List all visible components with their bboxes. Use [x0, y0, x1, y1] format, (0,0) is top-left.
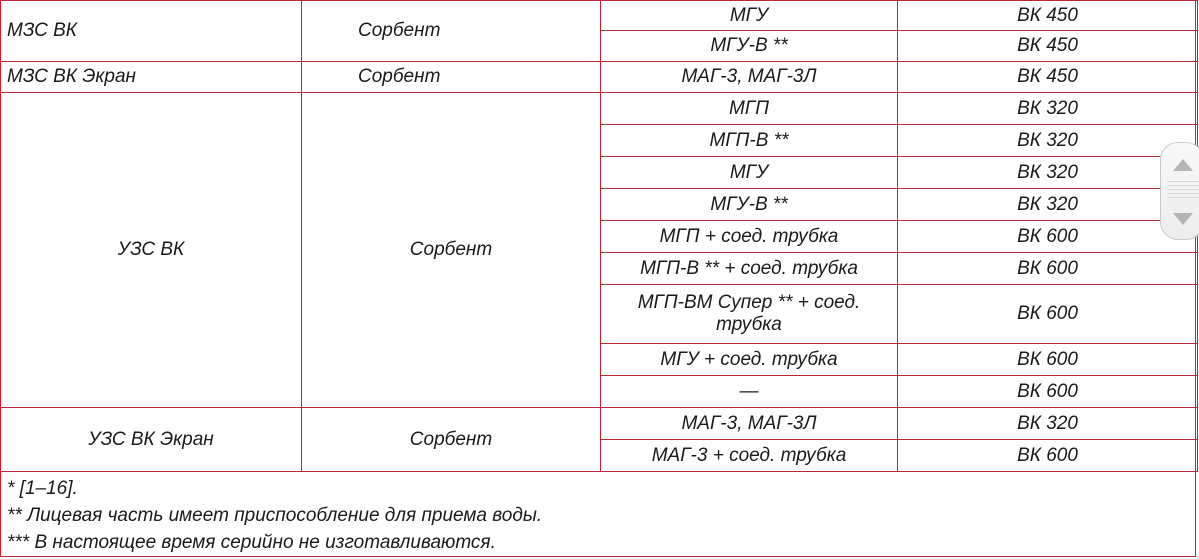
table-cell-filter: Сорбент: [302, 62, 601, 93]
table-cell-model: ВК 320: [898, 189, 1198, 221]
table-cell-product: МЗС ВК: [1, 1, 302, 62]
table-cell-filter: Сорбент: [302, 93, 601, 408]
scroll-down-icon[interactable]: [1173, 213, 1193, 225]
table-cell-model: ВК 600: [898, 221, 1198, 253]
table-cell-model: ВК 600: [898, 376, 1198, 408]
table-cell-model: ВК 320: [898, 93, 1198, 125]
footnote-not-produced: *** В настоящее время серийно не изготавливаются.: [7, 532, 496, 553]
table-cell-model: ВК 450: [898, 31, 1198, 62]
table-cell-mask: МГП-ВМ Супер ** + соед. трубка: [601, 285, 898, 344]
table-cell-model: ВК 450: [898, 1, 1198, 31]
scroll-up-icon[interactable]: [1173, 159, 1193, 171]
table-row: [1, 408, 1198, 440]
table-cell-mask: МГУ-В **: [601, 189, 898, 221]
table-cell-model: ВК 320: [898, 125, 1198, 157]
table-cell-mask: МАГ-3, МАГ-3Л: [601, 408, 898, 440]
table-cell-filter: Сорбент: [302, 408, 601, 472]
table-row: [1, 1, 1198, 31]
scroll-grip-icon[interactable]: [1167, 181, 1199, 201]
footnote-references: * [1–16].: [7, 478, 78, 499]
table-cell-filter: Сорбент: [302, 1, 601, 62]
table-cell-model: ВК 320: [898, 157, 1198, 189]
table-row: [1, 62, 1198, 93]
table-cell-mask: МГП + соед. трубка: [601, 221, 898, 253]
footnote-water-intake: ** Лицевая часть имеет приспособление для приема воды.: [7, 505, 543, 526]
table-row: [1, 93, 1198, 125]
table-cell-mask: МГУ: [601, 1, 898, 31]
table-cell-model: ВК 450: [898, 62, 1198, 93]
table-cell-mask: МГУ: [601, 157, 898, 189]
footnotes: [7, 475, 542, 556]
table-cell-model: ВК 600: [898, 253, 1198, 285]
table-cell-mask: МАГ-3 + соед. трубка: [601, 440, 898, 472]
page-scroll-widget[interactable]: [1160, 142, 1199, 240]
table-cell-mask: МГП: [601, 93, 898, 125]
table-cell-model: ВК 600: [898, 344, 1198, 376]
table-cell-model: ВК 600: [898, 440, 1198, 472]
table-cell-product: УЗС ВК: [1, 93, 302, 408]
table-cell-mask: МГУ + соед. трубка: [601, 344, 898, 376]
table-cell-mask: —: [601, 376, 898, 408]
table-cell-model: ВК 320: [898, 408, 1198, 440]
table-cell-model: ВК 600: [898, 285, 1198, 344]
table-cell-product: МЗС ВК Экран: [1, 62, 302, 93]
table-cell-mask: МГП-В ** + соед. трубка: [601, 253, 898, 285]
table-cell-mask: МАГ-3, МАГ-3Л: [601, 62, 898, 93]
table-cell-mask: МГУ-В **: [601, 31, 898, 62]
table-cell-product: УЗС ВК Экран: [1, 408, 302, 472]
table-cell-mask: МГП-В **: [601, 125, 898, 157]
